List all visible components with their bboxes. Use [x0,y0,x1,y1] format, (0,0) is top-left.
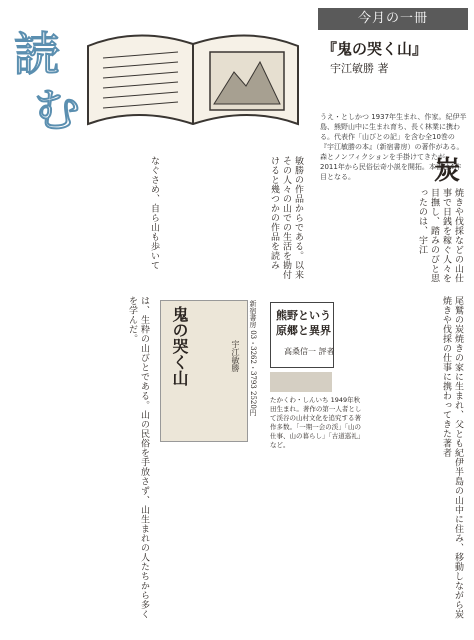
cover-title: 鬼の哭く山 [170,306,189,386]
svg-text:む: む [34,83,80,136]
body-column-4: 尾鷲の炭焼きの家に生まれ、父とも紀伊半島の山中に住み、移動しながら炭焼きや伐採の仕事に携わってきた著者 [441,296,463,619]
book-author: 宇江敏勝 著 [330,62,389,75]
author-profile: うえ・としかつ 1937年生まれ、作家。紀伊半島、熊野山中に生まれ育ち、長く林業に携わる。代表作「山びとの記」を含む全10巻の『宇江敏勝の本』（新宿書房）の著作がある。森とノンフィクションを手掛けてきたが、2011年から民俗伝奇小説を開拓。本書は4作目となる。 [320,113,467,181]
book-title: 『鬼の哭く山』 [322,40,428,58]
body-column-3: なぐさめ、自ら山も歩いて [149,156,159,270]
body-column-2: 敏勝の作品からである。以来その人々の山での生活を勘付けると幾つかの作品を読み [269,156,303,280]
reviewer-photo [270,372,332,392]
dropcap: 炭 [434,156,461,186]
publisher-info: 新宿書房 03・3262・3793 2520円 [249,300,257,416]
body-column-5: は、生粋の山びとである。山の民俗を手放さず、山生まれの人たちから多くを学んだ。 [127,296,149,619]
review-title [276,308,331,338]
reviewer: 高桑信一 評者 [284,347,335,356]
handwritten-kanji-art [8,18,88,136]
reviewer-profile: たかくわ・しんいち 1949年秋田生まれ。著作の第一人者として渓谷の山村文化を追究する著作多数。「一期一会の渓」「山の仕事、山の暮らし」「古道巡礼」など。 [270,396,365,449]
svg-text:読: 読 [14,27,60,81]
review-title-line1: 熊野という [276,309,331,322]
section-label: 今月の一冊 [357,11,428,26]
review-title-line2: 原郷と異界 [276,324,331,337]
open-book-illustration [78,16,308,134]
body-column-1: 焼きや伐採などの山仕事で日銭を稼ぐ人々を目撫し、踏みのびと思ったのは、宇江 [417,188,463,283]
cover-author: 宇江敏勝 [231,340,240,372]
